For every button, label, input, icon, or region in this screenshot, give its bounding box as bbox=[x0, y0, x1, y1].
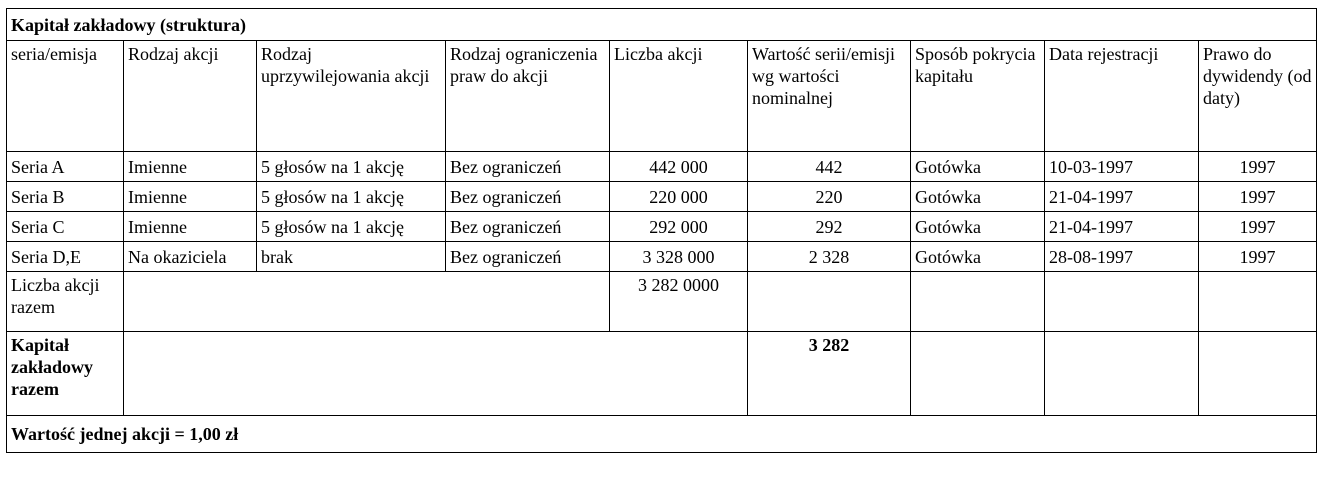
table-title: Kapitał zakładowy (struktura) bbox=[7, 9, 1317, 41]
empty-cell bbox=[1045, 332, 1199, 416]
header-cell: Rodzaj uprzywilejowania akcji bbox=[257, 41, 446, 152]
total-capital-label: Kapitał zakładowy razem bbox=[7, 332, 124, 416]
registration-date-cell: 21-04-1997 bbox=[1045, 182, 1199, 212]
payment-method-cell: Gotówka bbox=[911, 152, 1045, 182]
table-row bbox=[7, 212, 1317, 242]
table-title-row bbox=[7, 9, 1317, 41]
share-count-cell: 220 000 bbox=[610, 182, 748, 212]
empty-cell bbox=[1199, 272, 1317, 332]
dividend-right-cell: 1997 bbox=[1199, 242, 1317, 272]
capital-structure-table bbox=[6, 8, 1317, 453]
header-cell: Rodzaj ograniczenia praw do akcji bbox=[446, 41, 610, 152]
empty-cell bbox=[1045, 272, 1199, 332]
privilege-cell: 5 głosów na 1 akcję bbox=[257, 152, 446, 182]
share-type-cell: Imienne bbox=[124, 152, 257, 182]
registration-date-cell: 10-03-1997 bbox=[1045, 152, 1199, 182]
dividend-right-cell: 1997 bbox=[1199, 212, 1317, 242]
share-type-cell: Na okaziciela bbox=[124, 242, 257, 272]
dividend-right-cell: 1997 bbox=[1199, 152, 1317, 182]
restriction-cell: Bez ograniczeń bbox=[446, 242, 610, 272]
share-type-cell: Imienne bbox=[124, 182, 257, 212]
total-shares-value: 3 282 0000 bbox=[610, 272, 748, 332]
series-cell: Seria C bbox=[7, 212, 124, 242]
payment-method-cell: Gotówka bbox=[911, 182, 1045, 212]
restriction-cell: Bez ograniczeń bbox=[446, 152, 610, 182]
header-cell: Wartość serii/emisji wg wartości nominalnej bbox=[748, 41, 911, 152]
empty-cell bbox=[911, 272, 1045, 332]
nominal-value-cell: 2 328 bbox=[748, 242, 911, 272]
registration-date-cell: 28-08-1997 bbox=[1045, 242, 1199, 272]
empty-cell bbox=[911, 332, 1045, 416]
share-value-note: Wartość jednej akcji = 1,00 zł bbox=[7, 416, 1317, 453]
total-capital-value: 3 282 bbox=[748, 332, 911, 416]
header-cell: Rodzaj akcji bbox=[124, 41, 257, 152]
share-count-cell: 3 328 000 bbox=[610, 242, 748, 272]
dividend-right-cell: 1997 bbox=[1199, 182, 1317, 212]
payment-method-cell: Gotówka bbox=[911, 212, 1045, 242]
privilege-cell: 5 głosów na 1 akcję bbox=[257, 212, 446, 242]
empty-cell bbox=[124, 332, 748, 416]
header-cell: Sposób pokrycia kapitału bbox=[911, 41, 1045, 152]
privilege-cell: brak bbox=[257, 242, 446, 272]
header-row bbox=[7, 41, 1317, 152]
empty-cell bbox=[1199, 332, 1317, 416]
share-count-cell: 442 000 bbox=[610, 152, 748, 182]
series-cell: Seria B bbox=[7, 182, 124, 212]
nominal-value-cell: 292 bbox=[748, 212, 911, 242]
restriction-cell: Bez ograniczeń bbox=[446, 182, 610, 212]
total-shares-label: Liczba akcji razem bbox=[7, 272, 124, 332]
restriction-cell: Bez ograniczeń bbox=[446, 212, 610, 242]
header-cell: Liczba akcji bbox=[610, 41, 748, 152]
series-cell: Seria D,E bbox=[7, 242, 124, 272]
privilege-cell: 5 głosów na 1 akcję bbox=[257, 182, 446, 212]
registration-date-cell: 21-04-1997 bbox=[1045, 212, 1199, 242]
header-cell: seria/emisja bbox=[7, 41, 124, 152]
payment-method-cell: Gotówka bbox=[911, 242, 1045, 272]
total-capital-row bbox=[7, 332, 1317, 416]
nominal-value-cell: 442 bbox=[748, 152, 911, 182]
total-shares-row bbox=[7, 272, 1317, 332]
nominal-value-cell: 220 bbox=[748, 182, 911, 212]
share-type-cell: Imienne bbox=[124, 212, 257, 242]
series-cell: Seria A bbox=[7, 152, 124, 182]
empty-cell bbox=[124, 272, 610, 332]
table-row bbox=[7, 242, 1317, 272]
table-row bbox=[7, 182, 1317, 212]
empty-cell bbox=[748, 272, 911, 332]
header-cell: Prawo do dywidendy (od daty) bbox=[1199, 41, 1317, 152]
capital-structure-document bbox=[6, 8, 1317, 453]
header-cell: Data rejestracji bbox=[1045, 41, 1199, 152]
footer-row bbox=[7, 416, 1317, 453]
share-count-cell: 292 000 bbox=[610, 212, 748, 242]
table-row bbox=[7, 152, 1317, 182]
